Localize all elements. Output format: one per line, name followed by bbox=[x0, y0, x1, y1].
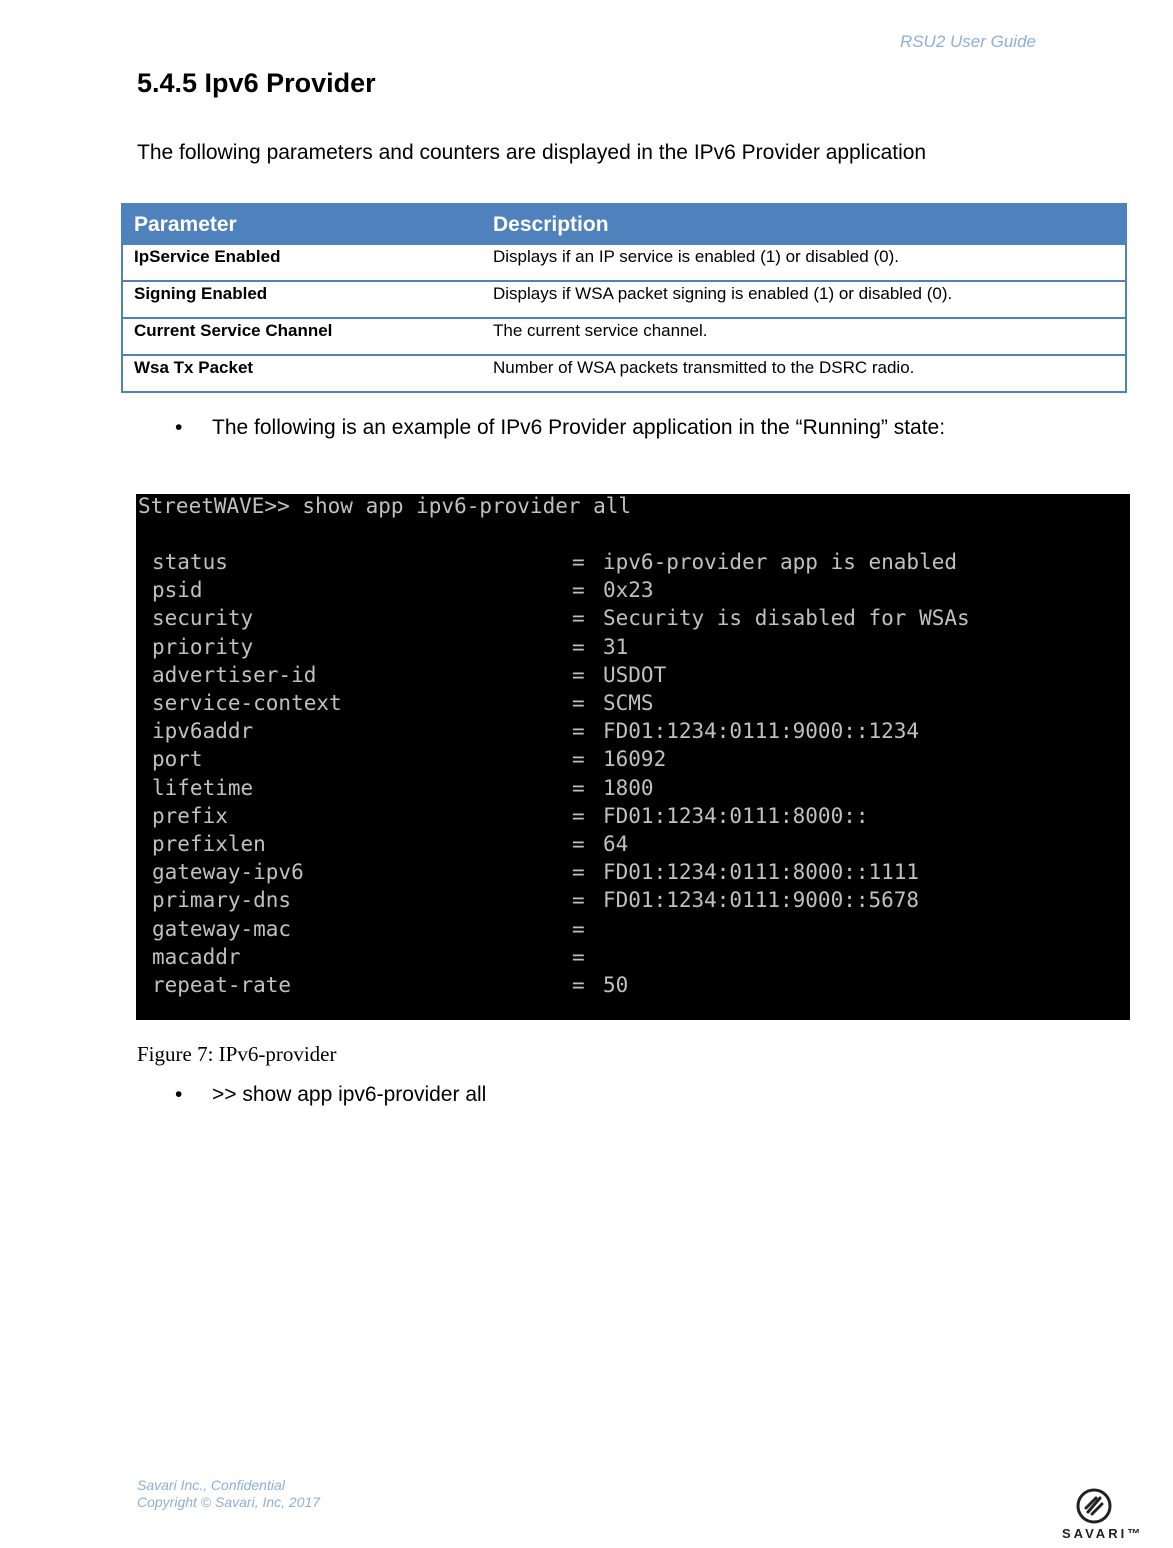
terminal-key: port bbox=[152, 747, 203, 772]
footer bbox=[137, 1477, 320, 1511]
parameter-name: Wsa Tx Packet bbox=[122, 355, 480, 392]
terminal-key: prefix bbox=[152, 803, 228, 828]
figure-caption: Figure 7: IPv6-provider bbox=[137, 1042, 337, 1066]
terminal-value: FD01:1234:0111:8000::1111 bbox=[603, 860, 920, 885]
terminal-value: 64 bbox=[603, 832, 629, 856]
terminal-equals: = bbox=[572, 662, 585, 687]
terminal-key: status bbox=[152, 550, 228, 574]
terminal-value: 16092 bbox=[603, 747, 667, 772]
terminal-value: Security is disabled for WSAs bbox=[603, 606, 970, 631]
savari-logo-text: SAVARI™ bbox=[1062, 1526, 1144, 1541]
terminal-key: ipv6addr bbox=[152, 719, 254, 744]
terminal-equals: = bbox=[572, 916, 585, 941]
terminal-equals: = bbox=[572, 860, 585, 885]
terminal-equals: = bbox=[572, 747, 585, 772]
terminal-key: service-context bbox=[152, 691, 342, 715]
parameter-description: Number of WSA packets transmitted to the DSRC radio. bbox=[480, 355, 1126, 392]
terminal-screenshot bbox=[136, 494, 1130, 1020]
terminal-value: 0x23 bbox=[603, 578, 654, 603]
terminal-key: prefixlen bbox=[152, 832, 266, 856]
terminal-equals: = bbox=[572, 634, 585, 659]
terminal-value: ipv6-provider app is enabled bbox=[603, 550, 958, 574]
terminal-equals: = bbox=[572, 944, 585, 969]
terminal-equals: = bbox=[572, 550, 585, 574]
terminal-value: SCMS bbox=[603, 691, 654, 715]
terminal-value: FD01:1234:0111:8000:: bbox=[603, 803, 869, 828]
terminal-equals: = bbox=[572, 803, 585, 828]
parameter-description: Displays if an IP service is enabled (1) or disabled (0). bbox=[480, 245, 1126, 281]
bullet-text: >> show app ipv6-provider all bbox=[212, 1083, 487, 1106]
bullet-text: The following is an example of IPv6 Provider application in the “Running” state: bbox=[212, 416, 946, 439]
terminal-key: priority bbox=[152, 634, 254, 659]
section-title: 5.4.5 Ipv6 Provider bbox=[137, 68, 376, 98]
terminal-equals: = bbox=[572, 606, 585, 631]
parameter-description: The current service channel. bbox=[480, 318, 1126, 355]
terminal-key: repeat-rate bbox=[152, 973, 292, 997]
terminal-key: primary-dns bbox=[152, 888, 292, 913]
terminal-value: 50 bbox=[603, 973, 629, 997]
table-header-description: Description bbox=[480, 204, 1126, 245]
terminal-key: gateway-ipv6 bbox=[152, 860, 304, 885]
terminal-equals: = bbox=[572, 719, 585, 744]
parameter-name: Signing Enabled bbox=[122, 281, 480, 318]
terminal-equals: = bbox=[572, 973, 585, 997]
terminal-equals: = bbox=[572, 578, 585, 603]
bullet-icon: • bbox=[175, 416, 183, 439]
table-row bbox=[122, 318, 1126, 355]
terminal-value: 1800 bbox=[603, 775, 654, 800]
table-header-parameter: Parameter bbox=[122, 204, 480, 245]
terminal-value: FD01:1234:0111:9000::1234 bbox=[603, 719, 920, 744]
terminal-key: psid bbox=[152, 578, 203, 603]
terminal-equals: = bbox=[572, 691, 585, 715]
parameters-table bbox=[121, 203, 1127, 393]
terminal-equals: = bbox=[572, 775, 585, 800]
terminal-equals: = bbox=[572, 832, 585, 856]
table-row bbox=[122, 355, 1126, 392]
terminal-key: lifetime bbox=[152, 775, 254, 800]
terminal-command: StreetWAVE>> show app ipv6-provider all bbox=[138, 494, 632, 518]
table-row bbox=[122, 245, 1126, 281]
footer-confidential: Savari Inc., Confidential bbox=[137, 1477, 285, 1493]
document-title: RSU2 User Guide bbox=[899, 32, 1036, 51]
terminal-key: gateway-mac bbox=[152, 916, 292, 941]
parameter-name: Current Service Channel bbox=[122, 318, 480, 355]
table-header-row bbox=[122, 204, 1126, 245]
terminal-equals: = bbox=[572, 888, 585, 913]
intro-paragraph: The following parameters and counters are displayed in the IPv6 Provider application bbox=[137, 141, 927, 164]
savari-logo bbox=[1058, 1486, 1144, 1546]
bullet-icon: • bbox=[175, 1083, 183, 1106]
terminal-key: security bbox=[152, 606, 254, 631]
terminal-key: macaddr bbox=[152, 944, 241, 969]
table-row bbox=[122, 281, 1126, 318]
terminal-value: USDOT bbox=[603, 662, 667, 687]
parameter-name: IpService Enabled bbox=[122, 245, 480, 281]
savari-logo-icon bbox=[1074, 1486, 1114, 1526]
footer-copyright: Copyright © Savari, Inc, 2017 bbox=[137, 1494, 321, 1510]
parameter-description: Displays if WSA packet signing is enabled (1) or disabled (0). bbox=[480, 281, 1126, 318]
terminal-value: 31 bbox=[603, 634, 629, 659]
terminal-key: advertiser-id bbox=[152, 662, 317, 687]
terminal-value: FD01:1234:0111:9000::5678 bbox=[603, 888, 920, 913]
